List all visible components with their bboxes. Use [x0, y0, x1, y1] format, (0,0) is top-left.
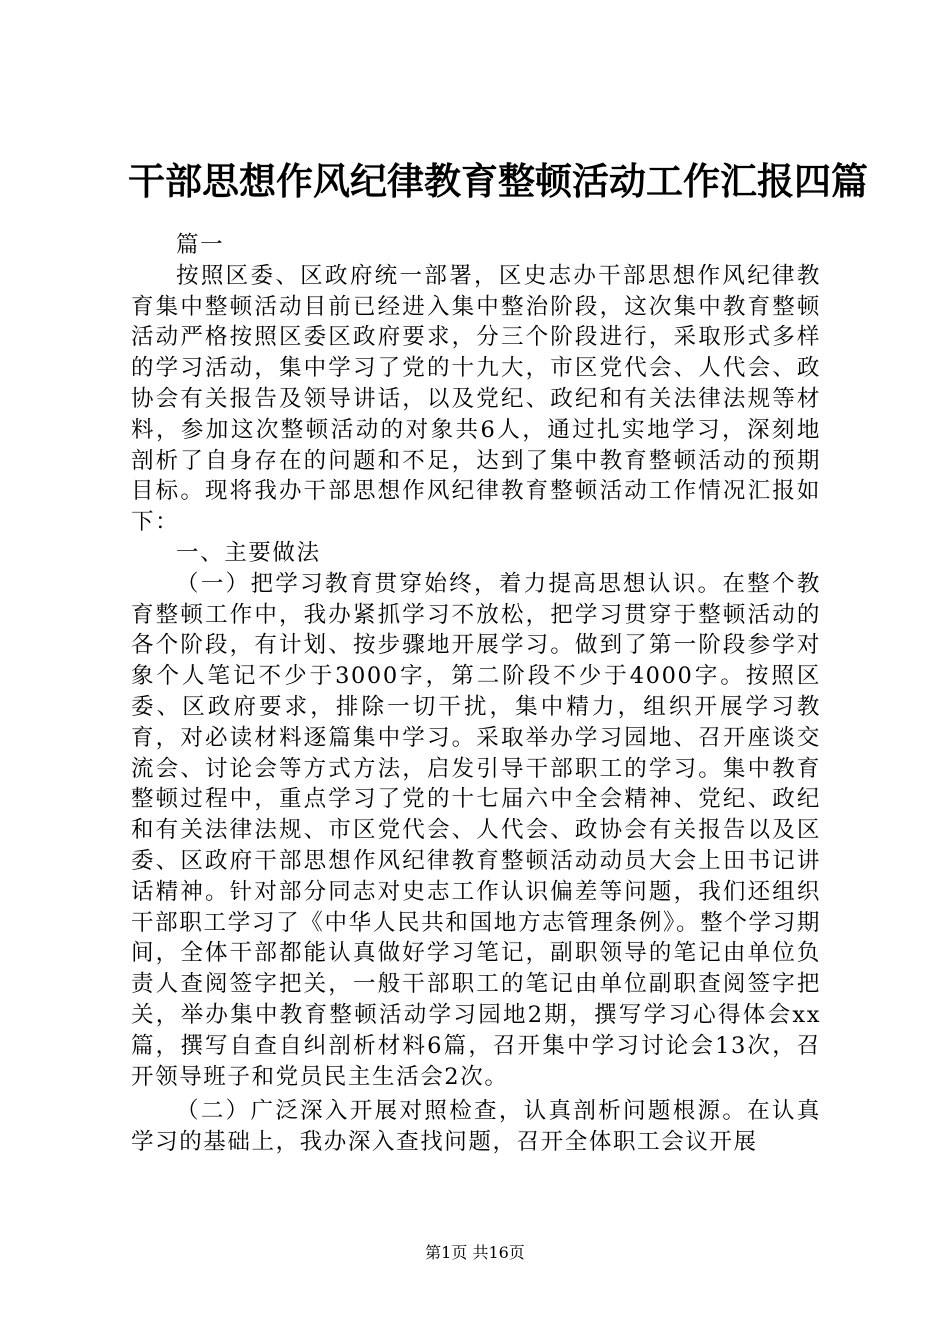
page-footer: 第1页 共16页 [425, 1243, 525, 1262]
section-heading: 一、主要做法 [176, 539, 321, 566]
section-label: 篇一 [176, 232, 225, 258]
document-body [131, 230, 821, 1158]
paragraph-study: （一）把学习教育贯穿始终，着力提高思想认识。在整个教育整顿工作中，我办紧抓学习不放松，把学习贯穿于整顿活动的各个阶段，有计划、按步骤地开展学习。做到了第一阶段参学对象个人笔记不少于3000字，第二阶段不少于4000字。按照区委、区政府要求，排除一切干扰，集中精力，组织开展学习教育，对必读材料逐篇集中学习。采取举办学习园地、召开座谈交流会、讨论会等方式方法，启发引导干部职工的学习。集中教育整顿过程中，重点学习了党的十七届六中全会精神、党纪、政纪和有关法律法规、市区党代会、人代会、政协会有关报告以及区委、区政府干部思想作风纪律教育整顿活动动员大会上田书记讲话精神。针对部分同志对史志工作认识偏差等问题，我们还组织干部职工学习了《中华人民共和国地方志管理条例》。整个学习期间，全体干部都能认真做好学习笔记，副职领导的笔记由单位负责人查阅签字把关，一般干部职工的笔记由单位副职查阅签字把关，举办集中教育整顿活动学习园地2期，撰写学习心得体会xx篇，撰写自查自纠剖析材料6篇，召开集中学习讨论会13次，召开领导班子和党员民主生活会2次。 [131, 570, 821, 1090]
paragraph-inspection: （二）广泛深入开展对照检查，认真剖析问题根源。在认真学习的基础上，我办深入查找问题，召开全体职工会议开展 [131, 1098, 821, 1156]
paragraph-intro: 按照区委、区政府统一部署，区史志办干部思想作风纪律教育集中整顿活动目前已经进入集中整治阶段，这次集中教育整顿活动严格按照区委区政府要求，分三个阶段进行，采取形式多样的学习活动，集中学习了党的十九大，市区党代会、人代会、政协会有关报告及领导讲话，以及党纪、政纪和有关法律法规等材料，参加这次整顿活动的对象共6人，通过扎实地学习，深刻地剖析了自身存在的问题和不足，达到了集中教育整顿活动的预期目标。现将我办干部思想作风纪律教育整顿活动工作情况汇报如下： [131, 262, 821, 536]
document-title: 干部思想作风纪律教育整顿活动工作汇报四篇 [128, 159, 868, 203]
